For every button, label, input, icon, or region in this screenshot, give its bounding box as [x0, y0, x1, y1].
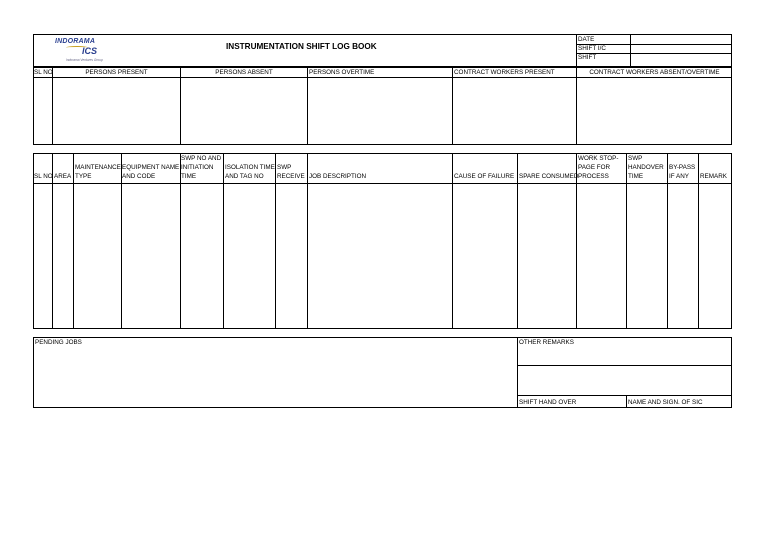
persons-absent-header: PERSONS ABSENT: [215, 69, 273, 76]
shift-ic-label: SHIFT I/C: [578, 45, 606, 52]
name-sign-label: NAME AND SIGN. OF SIC: [628, 399, 703, 406]
swp-initiation-header-l1: SWP NO AND: [181, 155, 222, 162]
jobs-entry-area[interactable]: [34, 184, 731, 328]
work-stoppage-header-l1: WORK STOP-: [578, 155, 619, 162]
swp-handover-header-l2: HANDOVER: [628, 164, 664, 171]
swp-handover-header-l1: SWP: [628, 155, 643, 162]
date-field[interactable]: [631, 35, 731, 44]
work-stoppage-header-l2: PAGE FOR: [578, 164, 611, 171]
persons-present-header: PERSONS PRESENT: [85, 69, 148, 76]
remark-header: REMARK: [700, 173, 727, 180]
maintenance-type-header-l2: TYPE: [75, 173, 92, 180]
spare-consumed-header: SPARE CONSUMED: [519, 173, 579, 180]
bypass-header-l2: IF ANY: [669, 173, 689, 180]
contract-present-area[interactable]: [453, 78, 575, 144]
grid-divider: [517, 395, 732, 396]
swp-receive-header-l1: SWP: [277, 164, 292, 171]
logo-tagline: Indorama Ventures Group: [66, 58, 103, 62]
company-logo: [52, 37, 112, 65]
header-box: [33, 34, 732, 67]
pending-jobs-label: PENDING JOBS: [35, 339, 82, 346]
pending-jobs-area[interactable]: [34, 348, 516, 407]
jobs-sl-no-header: SL NO: [34, 173, 53, 180]
other-remarks-area[interactable]: [518, 348, 731, 395]
shift-ic-field[interactable]: [631, 45, 731, 53]
bypass-header-l1: BY-PASS: [669, 164, 696, 171]
area-header: AREA: [54, 173, 72, 180]
persons-absent-area[interactable]: [181, 78, 306, 144]
logo-brand: INDORAMA: [55, 38, 96, 45]
equipment-header-l1: EQUIPMENT NAME: [122, 164, 180, 171]
shift-label: SHIFT: [578, 54, 597, 61]
swp-receive-header-l2: RECEIVE: [277, 173, 305, 180]
grid-divider: [626, 395, 627, 408]
swp-handover-header-l3: TIME: [628, 173, 644, 180]
cause-of-failure-header: CAUSE OF FAILURE: [454, 173, 515, 180]
contract-present-header: CONTRACT WORKERS PRESENT: [454, 69, 555, 76]
contract-absent-header: CONTRACT WORKERS ABSENT/OVERTIME: [589, 69, 720, 76]
grid-divider: [576, 34, 577, 67]
personnel-sl-no-header: SL NO: [34, 69, 53, 76]
swp-initiation-header-l3: TIME: [181, 173, 197, 180]
isolation-header-l2: AND TAG NO: [225, 173, 264, 180]
shift-field[interactable]: [631, 54, 731, 66]
logo-sub: ICS: [82, 46, 98, 56]
other-remarks-label: OTHER REMARKS: [519, 339, 574, 346]
work-stoppage-header-l3: PROCESS: [578, 173, 609, 180]
equipment-header-l2: AND CODE: [122, 173, 156, 180]
page-title: INSTRUMENTATION SHIFT LOG BOOK: [226, 42, 377, 51]
persons-overtime-area[interactable]: [308, 78, 451, 144]
shift-hand-over-label: SHIFT HAND OVER: [519, 399, 577, 406]
contract-absent-area[interactable]: [577, 78, 731, 144]
persons-present-area[interactable]: [53, 78, 179, 144]
maintenance-type-header-l1: MAINTENANCE: [75, 164, 121, 171]
date-label: DATE: [578, 36, 595, 43]
isolation-header-l1: ISOLATION TIME: [225, 164, 275, 171]
persons-overtime-header: PERSONS OVERTIME: [309, 69, 375, 76]
job-description-header: JOB DESCRIPTION: [309, 173, 367, 180]
swp-initiation-header-l2: INITIATION: [181, 164, 214, 171]
